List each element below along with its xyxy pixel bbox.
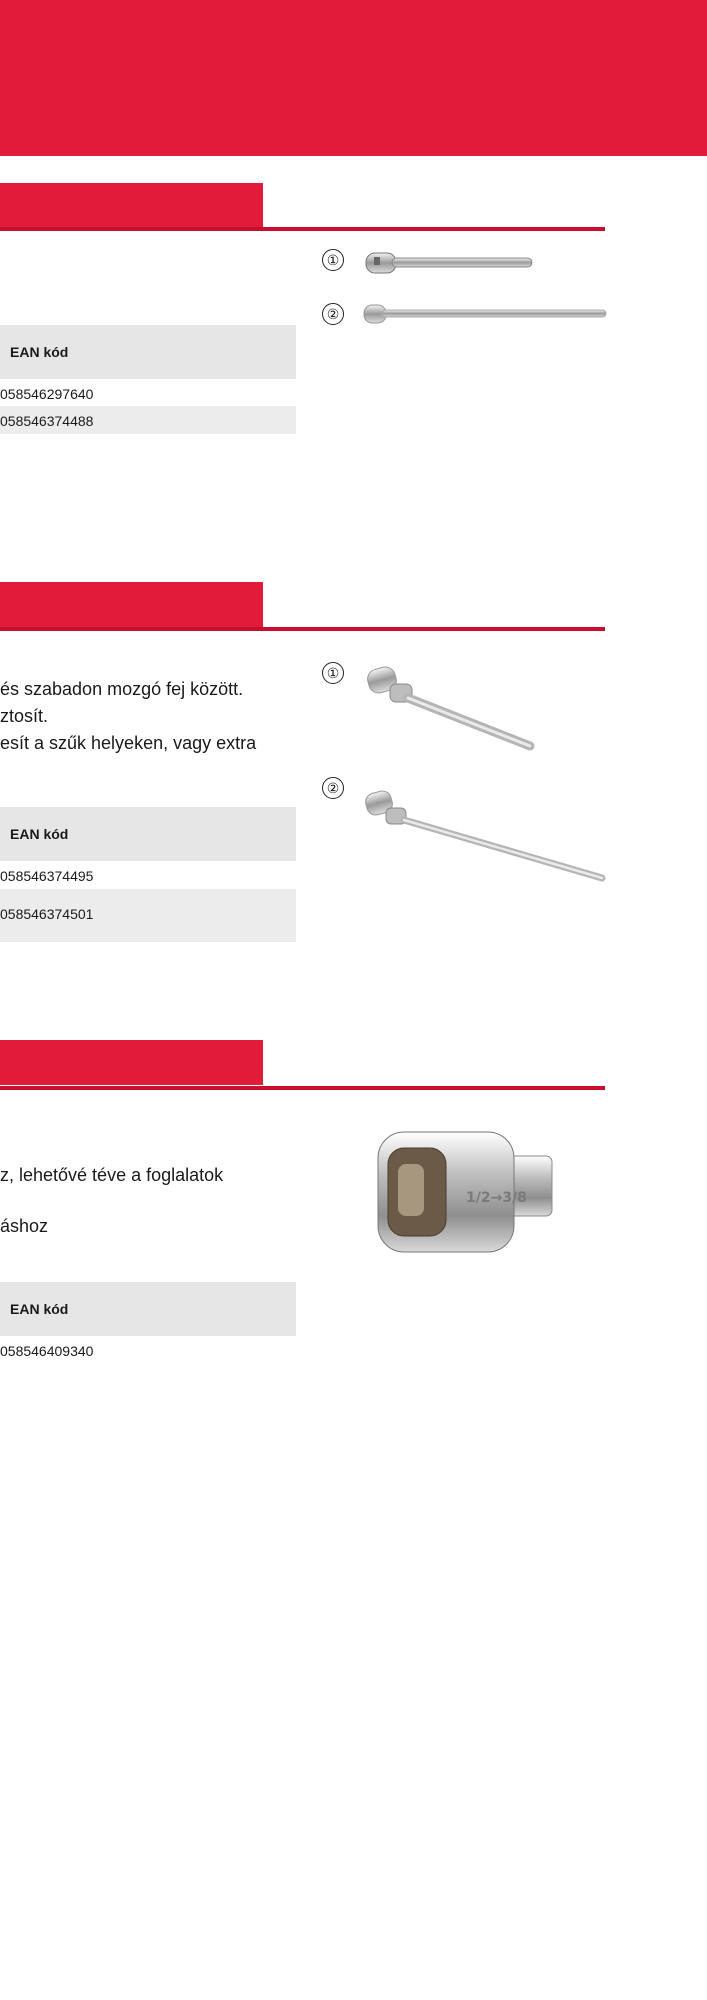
section2-description-line: és szabadon mozgó fej között.	[0, 679, 244, 699]
ratchet-short-icon	[362, 247, 537, 281]
section1-rule	[0, 227, 605, 231]
section2-description-line: esít a szűk helyeken, vagy extra	[0, 733, 257, 753]
section2-rule	[0, 627, 605, 631]
section1-title-tab	[0, 183, 263, 228]
section3-description-line: áshoz	[0, 1216, 49, 1236]
table-row	[0, 406, 296, 434]
table-row	[0, 383, 296, 405]
callout-2: ②	[322, 303, 344, 325]
callout-1: ①	[322, 249, 344, 271]
section2-title-tab	[0, 582, 263, 627]
flex-ratchet-long-icon	[360, 788, 610, 886]
socket-adapter-icon	[370, 1128, 562, 1256]
section3-rule	[0, 1086, 605, 1090]
table-row	[0, 1339, 296, 1363]
ean-cell: 058546374495	[0, 868, 94, 884]
flex-ratchet-short-icon	[360, 662, 540, 754]
ean-cell: 058546374501	[0, 906, 94, 922]
table-row	[0, 889, 296, 942]
section3-description-line: z, lehetővé téve a foglalatok	[0, 1165, 224, 1185]
table-row	[0, 864, 296, 888]
section2-table-header	[0, 807, 296, 861]
section3-title-tab	[0, 1040, 263, 1085]
ean-header: EAN kód	[10, 826, 69, 842]
adapter-marking: 1/2→3/8	[466, 1190, 527, 1206]
ean-cell: 058546409340	[0, 1343, 94, 1359]
ean-cell: 058546374488	[0, 413, 94, 429]
ratchet-long-icon	[362, 303, 608, 329]
section1-table-header	[0, 325, 296, 379]
section2-description-line: ztosít.	[0, 706, 49, 726]
top-banner	[0, 0, 707, 156]
ean-header: EAN kód	[10, 1301, 69, 1317]
callout-2: ②	[322, 777, 344, 799]
section3-table-header	[0, 1282, 296, 1336]
ean-cell: 058546297640	[0, 386, 94, 402]
ean-header: EAN kód	[10, 344, 69, 360]
callout-1: ①	[322, 662, 344, 684]
